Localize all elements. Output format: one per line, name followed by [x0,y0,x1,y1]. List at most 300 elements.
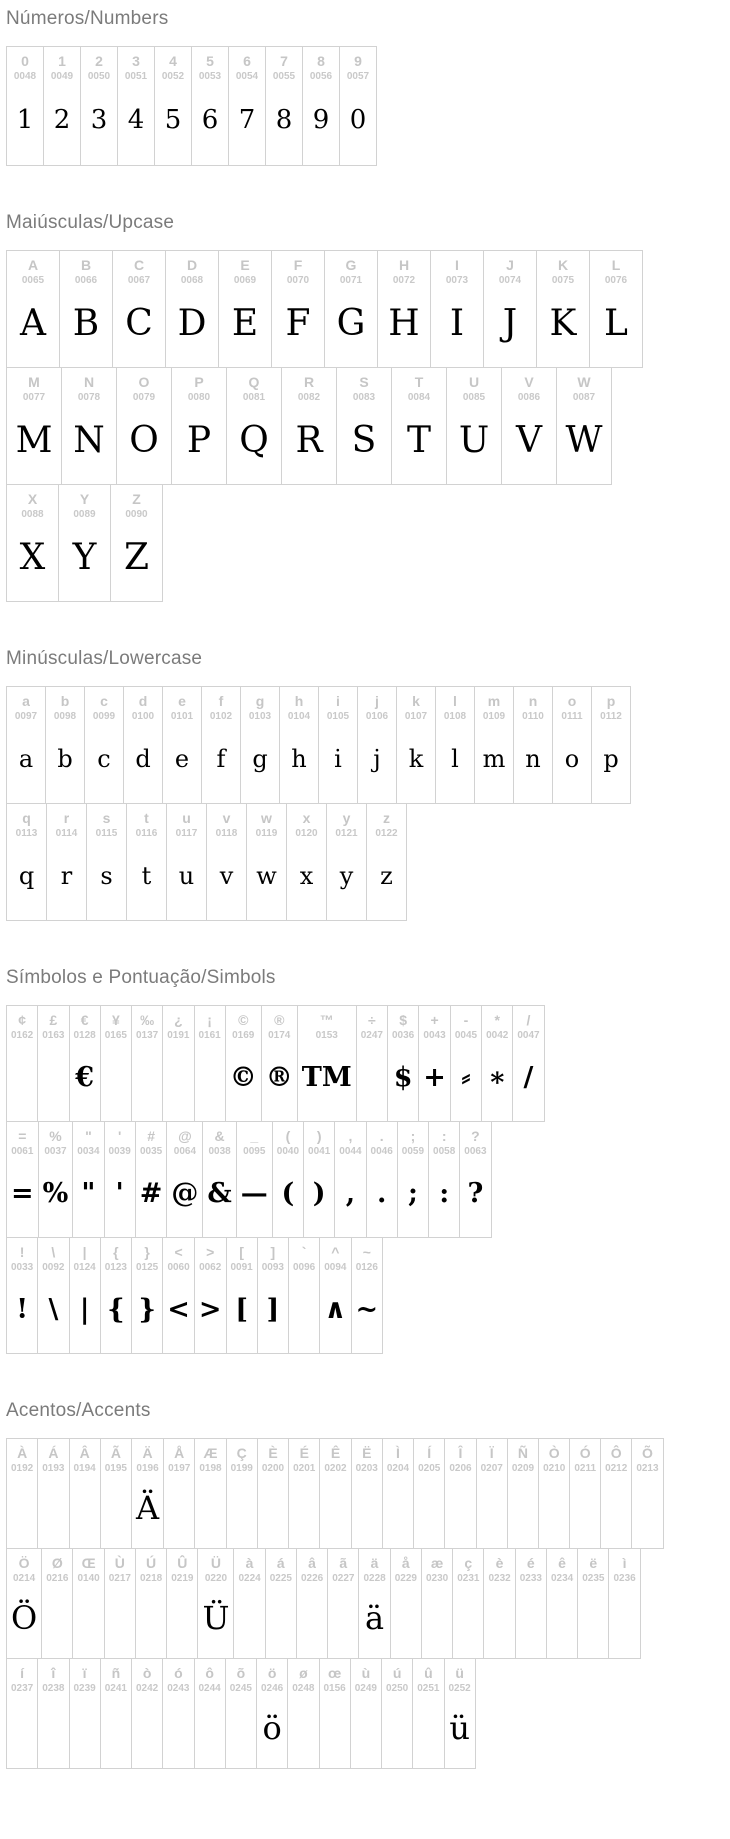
char-label: q [22,810,31,826]
char-code: 0202 [324,1463,347,1474]
char-code: 0203 [355,1463,378,1474]
char-glyph: 7 [238,105,256,135]
char-label: 1 [58,53,66,69]
char-code: 0085 [462,392,486,403]
char-cell [513,686,553,804]
char-glyph: / [523,1062,534,1093]
char-label: { [113,1244,119,1260]
char-label: % [49,1128,62,1144]
char-label: è [495,1555,504,1571]
char-label: . [379,1128,384,1144]
char-code: 0086 [517,392,541,403]
char-glyph: ∗ [487,1062,507,1093]
char-cell [257,1237,289,1354]
char-glyph-box [107,1274,124,1353]
char-cell [303,1121,335,1238]
char-label: Ö [18,1555,30,1571]
char-code: 0219 [171,1573,194,1584]
char-cell [256,1658,288,1769]
char-cell [37,1237,69,1354]
char-glyph: ~ [355,1294,379,1325]
section-symbols [6,967,730,1354]
char-glyph-box [239,404,269,484]
char-label: / [526,1012,531,1028]
char-label: 4 [169,53,177,69]
char-cell [46,803,87,921]
char-code: 0087 [572,392,596,403]
char-glyph-box [235,1274,248,1353]
char-glyph-box [352,404,377,484]
char-cell [154,46,192,166]
char-cell [435,686,475,804]
char-glyph-box [252,723,267,803]
char-glyph-box [449,1695,470,1768]
char-code: 0205 [418,1463,441,1474]
char-cell [474,686,514,804]
char-code: 0096 [293,1262,316,1273]
char-code: 0211 [574,1463,597,1474]
char-cell [100,1005,132,1122]
char-glyph: © [229,1062,257,1093]
char-label: w [261,810,272,826]
char-glyph-box [136,1475,159,1548]
char-label: ü [455,1665,464,1681]
char-cell [279,686,319,804]
char-glyph: D [177,302,207,344]
char-glyph: k [408,745,424,773]
char-code: 0075 [551,275,575,286]
char-label: s [102,810,111,826]
char-label: L [611,257,621,273]
char-label: v [222,810,231,826]
char-code: 0245 [229,1683,252,1694]
char-cell [608,1548,640,1659]
char-glyph: s [100,862,113,890]
char-cell [288,1237,320,1354]
char-label: a [22,693,30,709]
char-label: d [138,693,148,709]
char-code: 0078 [77,392,101,403]
char-cell [100,1237,132,1354]
char-cell [135,1121,168,1238]
char-glyph-box [461,1042,470,1121]
char-code: 0126 [355,1262,378,1273]
char-label: À [17,1445,28,1461]
char-glyph-box [373,723,380,803]
char-cell [418,1005,451,1122]
char-glyph: Ä [136,1488,160,1527]
char-label: } [144,1244,150,1260]
char-glyph: N [73,419,105,461]
char-code: 0119 [255,828,278,839]
char-glyph-box [11,1158,34,1237]
char-glyph: g [252,745,268,773]
char-label: Ú [146,1555,157,1571]
char-label: o [567,693,577,709]
char-label: W [577,374,591,390]
char-glyph: I [449,302,465,344]
char-label: X [27,491,38,507]
char-code: 0246 [261,1683,284,1694]
section-title: Símbolos e Pontuação/Simbols [6,967,276,988]
char-cell [261,1005,298,1122]
char-code: 0118 [215,828,238,839]
char-cell [272,1121,304,1238]
char-code: 0207 [480,1463,503,1474]
char-cell [226,1438,258,1549]
char-code: 0073 [445,275,469,286]
char-code: 0243 [167,1683,190,1694]
char-glyph: B [72,302,100,344]
char-cell [336,367,392,485]
char-cell [351,1237,384,1354]
char-code: 0121 [335,828,358,839]
char-label: Æ [203,1445,218,1461]
char-glyph-box [409,723,424,803]
char-label: ú [392,1665,402,1681]
char-code: 0193 [42,1463,65,1474]
char-code: 0057 [346,71,370,82]
char-cell [131,1237,163,1354]
char-label: ; [410,1128,416,1144]
char-row [6,1438,730,1549]
char-cell [246,803,287,921]
char-glyph-box [302,1042,352,1121]
char-cell [483,250,537,368]
char-row [6,484,730,602]
char-label: M [28,374,40,390]
char-label: r [63,810,70,826]
char-cell [61,367,117,485]
char-cell [218,250,272,368]
char-cell [6,250,60,368]
section-numbers [6,8,730,166]
char-code: 0103 [248,711,272,722]
char-glyph: l [451,745,459,773]
char-glyph-box [140,1158,163,1237]
char-glyph-box [100,840,112,920]
char-glyph: T [406,419,431,461]
char-cell [577,1548,609,1659]
char-glyph: . [376,1178,387,1209]
char-glyph-box [207,1158,231,1237]
char-glyph: 8 [275,105,293,135]
char-code: 0204 [386,1463,410,1474]
char-cell [391,367,447,485]
char-label: í [20,1665,25,1681]
char-label: H [398,257,410,273]
char-cell [552,686,592,804]
char-code: 0101 [170,711,194,722]
char-code: 0045 [454,1030,478,1041]
char-code: 0079 [132,392,156,403]
char-cell [80,46,118,166]
char-code: 0094 [324,1262,347,1273]
char-code: 0054 [235,71,259,82]
char-code: 0058 [433,1146,456,1157]
char-cell [166,1548,198,1659]
char-grid [6,1005,730,1354]
char-code: 0228 [363,1573,386,1584]
char-code: 0206 [449,1463,472,1474]
char-glyph: d [135,745,151,773]
char-label: ó [174,1665,183,1681]
section-title: Números/Numbers [6,8,169,29]
char-cell [197,1548,234,1659]
char-label: Í [427,1445,432,1461]
char-glyph-box [346,1158,355,1237]
char-code: 0163 [42,1030,65,1041]
char-cell [166,803,207,921]
char-glyph: Z [123,536,149,578]
char-glyph: R [295,419,323,461]
char-label: I [455,257,459,273]
char-code: 0162 [11,1030,34,1041]
char-label: î [51,1665,56,1681]
char-code: 0124 [73,1262,96,1273]
char-label: m [487,693,501,709]
char-code: 0114 [55,828,78,839]
char-glyph-box [380,840,393,920]
char-code: 0067 [127,275,151,286]
char-label: Á [48,1445,59,1461]
char-label: Û [177,1555,188,1571]
char-label: å [401,1555,410,1571]
char-label: á [276,1555,285,1571]
char-label: ! [19,1244,25,1260]
char-label: C [133,257,145,273]
char-glyph-box [97,723,110,803]
section-title: Maiúsculas/Upcase [6,212,175,233]
char-glyph: Q [239,419,269,461]
char-cell [37,1438,69,1549]
char-cell [6,1237,38,1354]
char-label: ì [622,1555,627,1571]
char-glyph: # [139,1178,163,1209]
char-code: 0194 [73,1463,96,1474]
char-row [6,1005,730,1122]
char-cell [126,803,167,921]
char-glyph: w [256,862,277,890]
char-cell [507,1438,539,1549]
char-label: _ [250,1128,259,1144]
char-code: 0122 [375,828,398,839]
char-glyph-box [138,1274,155,1353]
char-label: c [100,693,108,709]
char-code: 0105 [326,711,350,722]
char-row [6,250,730,368]
char-glyph-box [334,723,342,803]
char-code: 0226 [300,1573,324,1584]
char-code: 0111 [561,711,583,722]
char-glyph-box [202,83,219,165]
char-code: 0195 [104,1463,127,1474]
char-code: 0174 [268,1030,291,1041]
char-glyph: — [240,1178,268,1209]
char-label: õ [236,1665,246,1681]
char-code: 0225 [269,1573,292,1584]
char-label: J [506,257,514,273]
char-cell [358,1548,390,1659]
char-code: 0251 [417,1683,440,1694]
char-code: 0051 [124,71,148,82]
char-label: k [412,693,420,709]
char-row [6,1548,730,1659]
char-glyph-box [48,1274,58,1353]
char-glyph-box [439,1158,449,1237]
char-glyph-box [286,287,311,367]
char-label: Î [458,1445,463,1461]
char-label: T [414,374,424,390]
char-cell [319,1658,351,1769]
char-cell [326,803,367,921]
char-label: j [375,693,379,709]
char-glyph-box [451,723,459,803]
char-cell [446,367,502,485]
char-cell [163,1438,195,1549]
char-glyph: J [502,302,518,344]
char-cell [631,1438,663,1549]
char-code: 0198 [199,1463,222,1474]
char-label: i [336,693,340,709]
char-glyph-box [324,1274,346,1353]
char-label: Z [132,491,141,507]
char-cell [600,1438,632,1549]
char-label: Ó [579,1445,591,1461]
char-glyph-box [232,287,258,367]
char-cell [459,1121,491,1238]
char-code: 0102 [209,711,233,722]
char-label: € [80,1012,89,1028]
char-label: ) [316,1128,322,1144]
char-cell [6,1658,38,1769]
char-cell [6,1121,39,1238]
char-cell [162,1658,194,1769]
char-glyph-box [73,404,105,484]
char-code: 0108 [443,711,467,722]
char-glyph: \ [48,1294,59,1325]
char-label: U [468,374,480,390]
char-glyph-box [61,840,72,920]
char-label: ä [370,1555,379,1571]
char-cell [357,686,397,804]
char-code: 0034 [77,1146,100,1157]
char-glyph: S [351,419,377,461]
char-label: ^ [331,1244,340,1260]
char-glyph-box [54,83,71,165]
char-cell [288,1438,320,1549]
char-label: Ì [396,1445,400,1461]
char-glyph-box [604,287,628,367]
char-code: 0106 [365,711,389,722]
char-glyph: 0 [349,105,367,135]
char-glyph: K [549,302,577,344]
char-cell [69,1438,101,1549]
char-glyph-box [524,1042,534,1121]
char-label: 8 [317,53,325,69]
char-label: [ [239,1244,244,1260]
char-code: 0077 [22,392,46,403]
char-code: 0089 [73,509,96,520]
char-cell [194,1005,226,1122]
char-glyph: X [19,536,46,578]
char-glyph: ( [281,1178,295,1209]
char-label: R [303,374,315,390]
char-label: Ê [330,1445,341,1461]
char-cell [296,1548,328,1659]
char-glyph: { [107,1294,125,1325]
char-cell [382,1438,414,1549]
char-label: \ [51,1244,56,1260]
char-code: 0100 [131,711,155,722]
char-code: 0088 [21,509,44,520]
char-cell [6,686,46,804]
char-cell [450,1005,482,1122]
char-label: ` [301,1244,307,1260]
char-glyph: x [299,862,314,890]
char-cell [206,803,247,921]
char-label: z [383,810,390,826]
char-code: 0214 [12,1573,36,1584]
char-label: ñ [111,1665,121,1681]
char-cell [202,1121,236,1238]
char-code: 0229 [394,1573,417,1584]
char-cell [117,46,155,166]
char-cell [69,1658,101,1769]
char-label: P [194,374,204,390]
char-glyph: Y [72,536,97,578]
char-cell [37,1658,69,1769]
char-glyph-box [468,1158,484,1237]
char-code: 0231 [457,1573,480,1584]
char-label: & [214,1128,225,1144]
char-glyph: ö [262,1708,282,1747]
char-code: 0249 [354,1683,377,1694]
char-glyph-box [256,840,277,920]
char-label: ö [267,1665,277,1681]
char-code: 0236 [613,1573,636,1584]
char-code: 0137 [136,1030,159,1041]
char-code: 0116 [135,828,158,839]
char-code: 0169 [232,1030,255,1041]
char-cell [226,367,282,485]
char-glyph: ' [115,1178,124,1209]
char-label: Â [79,1445,90,1461]
char-cell [233,1548,265,1659]
char-glyph-box [43,1158,69,1237]
char-cell [327,1548,359,1659]
char-glyph: M [15,419,53,461]
char-label: l [453,693,457,709]
char-cell [430,250,484,368]
char-cell [37,1005,69,1122]
char-code: 0250 [386,1683,409,1694]
char-code: 0042 [486,1030,509,1041]
char-code: 0060 [167,1262,190,1273]
char-glyph: @ [171,1178,199,1209]
char-glyph-box [450,287,464,367]
char-glyph-box [300,840,314,920]
char-glyph-box [340,840,354,920]
char-glyph-box [187,404,211,484]
char-row [6,803,730,921]
char-code: 0044 [339,1146,362,1157]
char-label: G [345,257,357,273]
char-glyph: o [564,745,580,773]
char-row [6,1121,730,1238]
char-code: 0081 [242,392,266,403]
char-code: 0037 [44,1146,67,1157]
